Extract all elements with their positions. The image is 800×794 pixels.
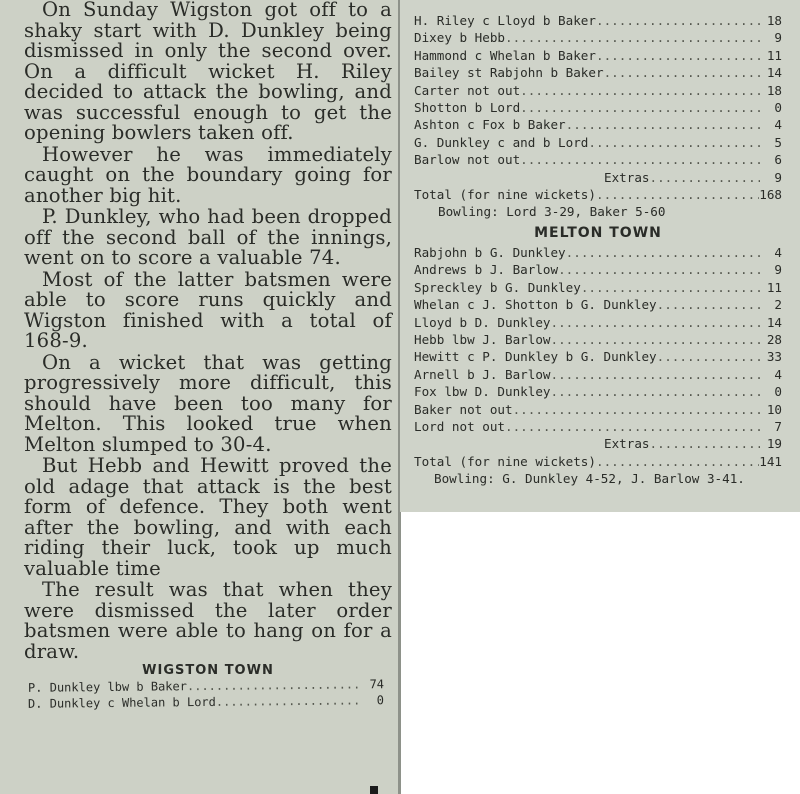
leader-dots — [657, 296, 760, 313]
melton-bowling: Bowling: G. Dunkley 4-52, J. Barlow 3-41. — [434, 471, 745, 487]
scorecard-row — [414, 296, 782, 313]
leader-dots — [520, 99, 760, 116]
leader-dots — [505, 29, 760, 46]
total-label: Total (for nine wickets) — [414, 453, 596, 469]
leader-dots — [550, 331, 760, 348]
leader-dots — [596, 12, 760, 29]
melton-team-heading: MELTON TOWN — [534, 224, 662, 241]
total-value: 141 — [759, 453, 782, 469]
scorecard-row — [414, 116, 782, 133]
leader-dots — [566, 244, 760, 261]
runs-value: 11 — [766, 47, 782, 63]
leader-dots — [657, 348, 760, 365]
article-paragraph: But Hebb and Hewitt proved the old adage that attack is the best form of defence. They both went after the bowling, and with each riding their luck, took up much valuable time — [24, 454, 392, 580]
leader-dots — [566, 116, 760, 133]
batsman-entry: Rabjohn b G. Dunkley — [414, 244, 566, 260]
wigston-team-heading: WIGSTON TOWN — [142, 663, 274, 678]
extras-label: Extras — [604, 436, 650, 452]
leader-dots — [513, 401, 760, 418]
scorecard-row — [414, 82, 782, 99]
article-paragraph: On Sunday Wigston got off to a shaky start with D. Dunkley being dismissed in only the second over. On a difficult wicket H. Riley decided to attack the bowling, and was successful enough to get the opening bowlers taken off. — [24, 0, 392, 144]
total-row — [414, 186, 782, 203]
leader-dots — [581, 279, 760, 296]
runs-value: 33 — [766, 349, 782, 365]
leader-dots — [550, 314, 760, 331]
leader-dots — [558, 261, 760, 278]
runs-value: 18 — [766, 82, 782, 98]
runs-value: 14 — [766, 65, 782, 81]
batsman-entry: Carter not out — [414, 82, 521, 98]
runs-value: 0 — [774, 100, 782, 116]
leader-dots — [520, 151, 760, 168]
batsman-entry: Hebb lbw J. Barlow — [414, 331, 551, 347]
runs-value: 2 — [774, 297, 782, 313]
wigston-bowling: Bowling: Lord 3-29, Baker 5-60 — [438, 204, 666, 220]
article-paragraph: However he was immediately caught on the boundary going for another big hit. — [24, 142, 392, 207]
runs-value: 74 — [369, 677, 385, 692]
scorecard-row — [414, 29, 782, 46]
article-body — [24, 0, 392, 710]
scorecard-row — [414, 401, 782, 418]
total-row — [414, 453, 782, 470]
batsman-entry: Fox lbw D. Dunkley — [414, 384, 551, 400]
batsman-entry: G. Dunkley c and b Lord — [414, 134, 589, 150]
scorecard-row — [414, 134, 782, 151]
runs-value: 4 — [774, 117, 782, 133]
batsman-entry: Shotton b Lord — [414, 100, 521, 116]
scorecard-row — [414, 99, 782, 116]
scorecard-row — [414, 418, 782, 435]
scorecard-row — [414, 151, 782, 168]
runs-value: 4 — [774, 366, 782, 382]
batsman-entry: Arnell b J. Barlow — [414, 366, 551, 382]
scorecard-row — [414, 244, 782, 261]
leader-dots — [596, 186, 759, 203]
leader-dots — [550, 366, 760, 383]
scorecard-row — [414, 331, 782, 348]
article-paragraph: Most of the latter batsmen were able to score runs quickly and Wigston finished with a total of 168-9. — [24, 267, 392, 352]
scorecard-row — [414, 64, 782, 81]
right-clipping — [400, 0, 800, 512]
leader-dots — [187, 676, 362, 694]
runs-value: 5 — [774, 134, 782, 150]
wigston-opening-rows — [24, 678, 392, 710]
leader-dots — [596, 453, 759, 470]
total-label: Total (for nine wickets) — [414, 187, 596, 203]
scorecard-row — [414, 12, 782, 29]
extras-value: 19 — [766, 436, 782, 452]
extras-value: 9 — [774, 169, 782, 185]
runs-value: 0 — [376, 693, 385, 708]
runs-value: 10 — [766, 401, 782, 417]
melton-rows — [414, 244, 782, 470]
scorecard-row — [414, 348, 782, 365]
scorecard-column — [414, 12, 782, 488]
batsman-entry: Lloyd b D. Dunkley — [414, 314, 551, 330]
leader-dots — [550, 383, 760, 400]
leader-dots — [520, 82, 760, 99]
runs-value: 9 — [774, 30, 782, 46]
batsman-entry: H. Riley c Lloyd b Baker — [414, 13, 596, 28]
leader-dots — [588, 134, 760, 151]
batsman-entry: Barlow not out — [414, 152, 521, 168]
runs-value: 6 — [774, 152, 782, 168]
total-value: 168 — [759, 187, 782, 203]
runs-value: 9 — [774, 262, 782, 278]
scorecard-row — [414, 383, 782, 400]
leader-dots — [650, 169, 761, 186]
runs-value: 4 — [774, 244, 782, 260]
batsman-entry: D. Dunkley c Whelan b Lord — [27, 694, 216, 711]
batsman-entry: Ashton c Fox b Baker — [414, 117, 566, 133]
article-paragraph: P. Dunkley, who had been dropped off the second ball of the innings, went on to score a valuable 74. — [24, 205, 392, 269]
scorecard-row — [414, 47, 782, 64]
leader-dots — [650, 435, 761, 452]
runs-value: 11 — [766, 279, 782, 295]
runs-value: 0 — [774, 384, 782, 400]
print-mark — [370, 786, 378, 794]
scorecard-row — [414, 261, 782, 278]
article-paragraph: The result was that when they were dismissed the later order batsmen were able to hang on for a draw. — [24, 578, 392, 663]
extras-label: Extras — [604, 169, 650, 185]
runs-value: 28 — [766, 331, 782, 347]
leader-dots — [596, 47, 760, 64]
batsman-entry: Whelan c J. Shotton b G. Dunkley — [414, 297, 657, 313]
leader-dots — [505, 418, 760, 435]
runs-value: 18 — [766, 13, 782, 28]
batsman-entry: Hammond c Whelan b Baker — [414, 47, 596, 63]
batsman-entry: Lord not out — [414, 418, 505, 434]
batsman-entry: Bailey st Rabjohn b Baker — [414, 65, 604, 81]
runs-value: 14 — [766, 314, 782, 330]
wigston-rows — [414, 12, 782, 203]
extras-row — [414, 435, 782, 452]
leader-dots — [604, 64, 760, 81]
scorecard-row — [414, 366, 782, 383]
batsman-entry: Dixey b Hebb — [414, 30, 505, 46]
leader-dots — [216, 692, 362, 710]
scorecard-row — [414, 279, 782, 296]
article-paragraph: On a wicket that was getting progressively more difficult, this should have been too many for Melton. This looked true when Melton slumped to 30-4. — [24, 350, 392, 456]
batsman-entry: Baker not out — [414, 401, 513, 417]
batsman-entry: Hewitt c P. Dunkley b G. Dunkley — [414, 349, 657, 365]
extras-row — [414, 169, 782, 186]
scorecard-row — [414, 314, 782, 331]
batsman-entry: P. Dunkley lbw b Baker — [27, 679, 188, 695]
scorecard-row — [24, 692, 384, 712]
batsman-entry: Andrews b J. Barlow — [414, 262, 559, 278]
runs-value: 7 — [774, 418, 782, 434]
batsman-entry: Spreckley b G. Dunkley — [414, 279, 581, 295]
